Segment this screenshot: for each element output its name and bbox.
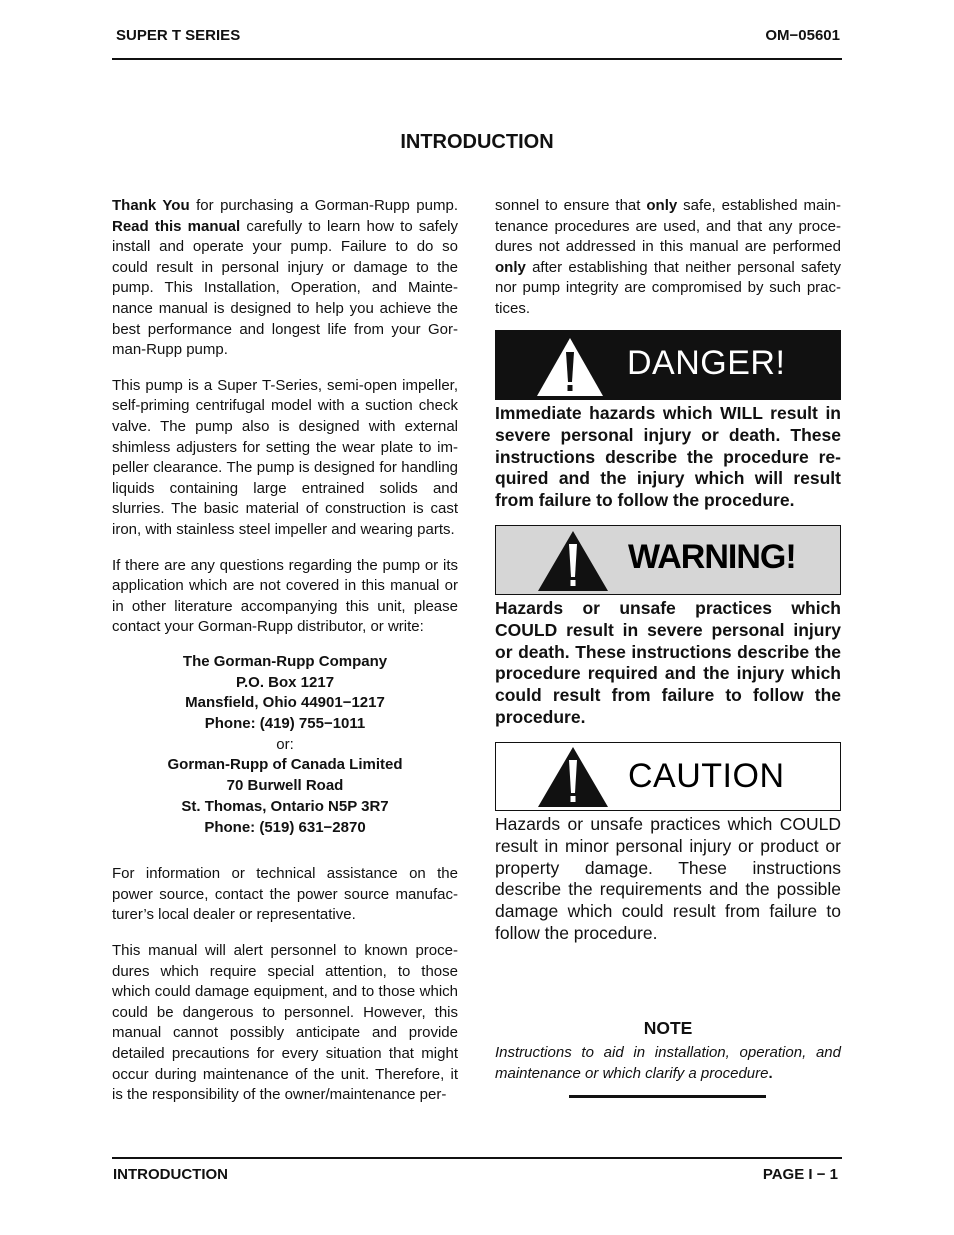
warning-text: Hazards or unsafe practices which COULD result in severe personal injury or death. These instructions describe the procedure required and the injury which could result from failure to follow the procedure. (495, 598, 841, 727)
thank-you-bold: Thank You (112, 197, 190, 214)
page-footer (113, 1166, 838, 1186)
intro-paragraph (112, 196, 458, 361)
footer-rule (112, 1157, 842, 1159)
address-phone: Phone: (419) 755−1011 (204, 714, 366, 732)
note-rule (569, 1095, 766, 1098)
caution-label: CAUTION (628, 757, 785, 795)
page-header (116, 27, 840, 47)
address-phone: Phone: (519) 631−2870 (204, 818, 366, 836)
address-or: or: (276, 735, 294, 753)
header-doc-number: OM−05601 (765, 27, 840, 44)
footer-section: INTRODUCTION (113, 1166, 228, 1183)
pump-description-paragraph: This pump is a Super T-Series, semi-open impeller, self-priming centrifugal model with a suction check valve. The pump also is designed with external shimless adjusters for setting the wear plate to impeller clearance. The pump is designed for handling liquids containing large entrained solids and slurries. The basic material of construction is cast iron, with stainless steel impeller and wearing parts. (112, 376, 458, 538)
continued-text-1: sonnel to ensure that (495, 197, 647, 214)
warning-label: WARNING! (628, 538, 796, 576)
read-manual-bold: Read this manual (112, 217, 241, 235)
danger-text: Immediate hazards which WILL result in severe personal injury or death. These instructions describe the procedure required and the injury which will result from failure to follow the procedure. (495, 403, 841, 511)
note-body: Instructions to aid in installation, operation, and maintenance or which clarify a procedure (495, 1044, 841, 1082)
footer-page-number: PAGE I − 1 (762, 1166, 838, 1183)
right-column (495, 196, 841, 320)
exclamation-triangle-icon (536, 745, 610, 809)
exclamation-triangle-icon (536, 529, 610, 593)
page-title: INTRODUCTION (400, 131, 554, 153)
danger-banner (495, 330, 841, 400)
caution-text: Hazards or unsafe practices which COULD result in minor personal injury or product or property damage. These instructions describe the requirements and the possible damage which could result from failure to follow the procedure. (495, 814, 841, 943)
address-line: Mansfield, Ohio 44901−1217 (185, 694, 385, 712)
note-heading: NOTE (643, 1018, 693, 1038)
address-line: The Gorman-Rupp Company (182, 652, 388, 670)
danger-label: DANGER! (627, 344, 786, 382)
continued-paragraph (495, 196, 841, 320)
note-period: . (768, 1064, 773, 1082)
questions-paragraph: If there are any questions regarding the pump or its application which are not covered in this manual or in other literature accompanying this unit, please contact your Gorman-Rupp distributor, or write: (112, 556, 458, 636)
address-line: Gorman-Rupp of Canada Limited (167, 756, 403, 774)
intro-text-1: for purchasing a Gorman-Rupp pump. (189, 197, 458, 214)
company-address (112, 652, 458, 838)
header-rule (112, 58, 842, 60)
only-bold: only (495, 258, 526, 276)
continued-text-3: after establishing that neither personal safety nor pump integrity are compromised by such practices. (495, 258, 841, 317)
intro-text-2: carefully to learn how to safely install and operate your pump. Failure to do so could result in personal injury or damage to the pump. This Installation, Operation, and Maintenance manual is designed to help you achieve the best performance and longest life from your Gorman-Rupp pump. (112, 217, 459, 359)
address-line: P.O. Box 1217 (235, 673, 335, 691)
warning-banner (495, 525, 841, 595)
exclamation-triangle-icon (535, 336, 605, 398)
address-line: St. Thomas, Ontario N5P 3R7 (181, 797, 389, 815)
note-text (495, 1043, 841, 1084)
header-series: SUPER T SERIES (116, 27, 241, 44)
continued-text-2: safe, established maintenance procedures are used, and that any procedures not addressed in this manual are performed (495, 197, 841, 256)
address-line: 70 Burwell Road (226, 777, 344, 795)
caution-banner (495, 742, 841, 811)
left-column (112, 196, 458, 1106)
only-bold: only (646, 197, 678, 214)
alert-paragraph: This manual will alert personnel to known procedures which require special attention, to those which could damage equipment, and to those which could be dangerous to personnel. However, this manual cannot possibly anticipate and provide detailed precautions for every situation that might occur during maintenance of the unit. Therefore, it is the responsibility of the owner/maintenance per- (112, 941, 458, 1104)
power-source-paragraph: For information or technical assistance on the power source, contact the power source manufacturer’s local dealer or representative. (112, 865, 458, 924)
